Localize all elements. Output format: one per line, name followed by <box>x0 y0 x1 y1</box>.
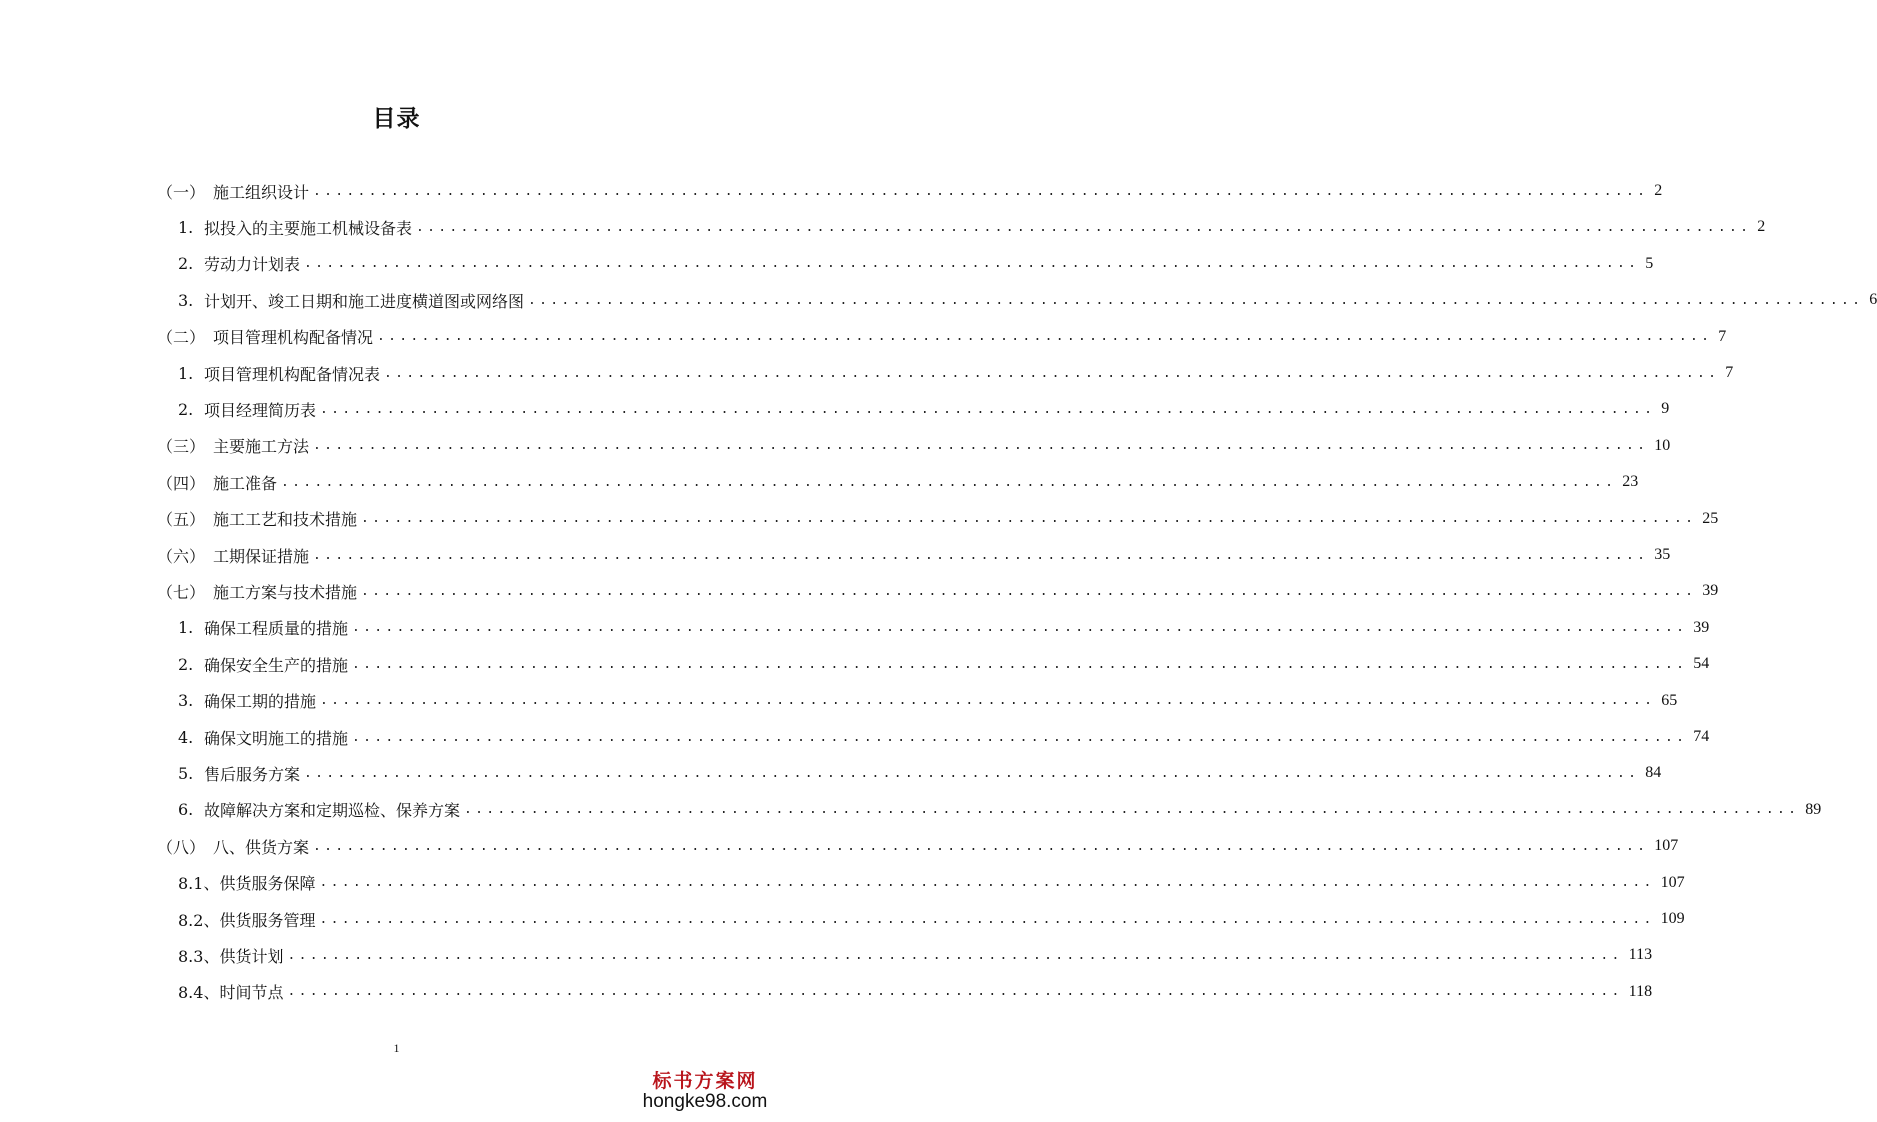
toc-entry-text: 售后服务方案 <box>204 764 301 784</box>
toc-entry-text: 施工准备 <box>213 473 278 493</box>
toc-entry-text: 确保工程质量的措施 <box>204 619 349 639</box>
toc-leader-dots: ........................................................................................................................ <box>313 838 1649 854</box>
page-title: 目录 <box>372 105 421 132</box>
toc-leader-dots: ........................................................................................................................ <box>361 583 1697 599</box>
toc-entry[interactable] <box>178 246 1654 282</box>
toc-entry-number: （六） <box>157 546 206 566</box>
toc-entry-number: （七） <box>157 582 206 602</box>
toc-entry-page: 107 <box>1660 873 1685 891</box>
toc-entry-page: 39 <box>1693 618 1710 636</box>
toc-leader-dots: ........................................................................................................................ <box>287 984 1623 1000</box>
toc-entry-page: 7 <box>1725 364 1734 381</box>
toc-entry[interactable] <box>157 319 1727 355</box>
toc-leader-dots: ........................................................................................................................ <box>304 256 1640 272</box>
toc-entry-text: 计划开、竣工日期和施工进度横道图或网络图 <box>204 291 525 311</box>
toc-entry-page: 7 <box>1718 327 1727 345</box>
toc-leader-dots: ........................................................................................................................ <box>304 765 1640 781</box>
toc-leader-dots: ........................................................................................................................ <box>313 547 1649 563</box>
toc-entry-number: （八） <box>157 837 206 857</box>
toc-leader-dots: ........................................................................................................................ <box>528 292 1864 308</box>
toc-entry-page: 6 <box>1869 291 1877 309</box>
toc-entry[interactable] <box>178 355 1734 391</box>
toc-entry[interactable] <box>157 501 1719 537</box>
toc-leader-dots: ........................................................................................................................ <box>377 329 1713 345</box>
toc-leader-dots: ........................................................................................................................ <box>320 401 1656 417</box>
toc-leader-dots: ........................................................................................................................ <box>320 693 1656 709</box>
watermark-en-text: hongke98.com <box>642 1091 768 1112</box>
toc-entry[interactable] <box>178 792 1822 828</box>
page-number: 1 <box>393 1041 400 1055</box>
toc-leader-dots: ........................................................................................................................ <box>352 620 1688 636</box>
toc-entry-page: 23 <box>1622 473 1639 491</box>
toc-entry-page: 35 <box>1654 546 1671 563</box>
toc-entry-page: 9 <box>1661 400 1670 418</box>
toc-entry-number: 3. <box>178 290 194 310</box>
toc-entry[interactable] <box>178 610 1710 646</box>
toc-entry[interactable] <box>178 901 1685 937</box>
toc-entry-page: 74 <box>1693 728 1710 745</box>
toc-entry-page: 113 <box>1628 946 1653 964</box>
toc-leader-dots: ........................................................................................................................ <box>319 875 1655 891</box>
toc-entry-number: （四） <box>157 473 206 493</box>
toc-entry-number: （三） <box>157 437 206 457</box>
toc-entry[interactable] <box>178 683 1678 719</box>
toc-entry-text: 8.4、时间节点 <box>178 983 284 1003</box>
toc-entry-page: 109 <box>1660 910 1685 927</box>
toc-entry-number: 1. <box>178 363 194 383</box>
toc-leader-dots: ........................................................................................................................ <box>352 729 1688 745</box>
toc-entry-number: 6. <box>178 800 194 820</box>
toc-entry-number: 1. <box>178 618 194 638</box>
toc-entry-page: 2 <box>1654 182 1663 199</box>
toc-entry-text: 八、供货方案 <box>213 837 310 857</box>
toc-entry-text: 拟投入的主要施工机械设备表 <box>204 218 413 238</box>
toc-entry[interactable] <box>157 573 1719 609</box>
toc-entry[interactable] <box>157 173 1663 209</box>
toc-entry-text: 故障解决方案和定期巡检、保养方案 <box>204 801 461 821</box>
toc-leader-dots: ........................................................................................................................ <box>416 219 1752 235</box>
toc-leader-dots: ........................................................................................................................ <box>313 183 1649 199</box>
toc-entry-text: 8.3、供货计划 <box>178 946 284 966</box>
toc-entry-number: 2. <box>178 399 194 419</box>
toc-leader-dots: ........................................................................................................................ <box>352 656 1688 672</box>
toc-entry-number: 3. <box>178 691 194 711</box>
toc-entry[interactable] <box>178 974 1653 1010</box>
toc-entry-page: 65 <box>1661 691 1678 709</box>
watermark-logo <box>620 1066 790 1113</box>
toc-entry-text: 8.2、供货服务管理 <box>178 910 316 930</box>
toc-entry-text: 工期保证措施 <box>213 546 310 566</box>
toc-leader-dots: ........................................................................................................................ <box>384 365 1720 381</box>
toc-entry[interactable] <box>178 391 1670 427</box>
toc-leader-dots: ........................................................................................................................ <box>287 947 1623 963</box>
toc-entry-number: 2. <box>178 654 194 674</box>
toc-entry-number: 4. <box>178 727 194 747</box>
toc-entry-number: （五） <box>157 510 206 530</box>
toc-entry[interactable] <box>178 755 1662 791</box>
toc-entry-page: 39 <box>1702 582 1719 600</box>
toc-entry-page: 84 <box>1645 764 1662 782</box>
toc-leader-dots: ........................................................................................................................ <box>281 474 1617 490</box>
toc-entry[interactable] <box>157 428 1671 464</box>
toc-entry-number: 2. <box>178 254 194 274</box>
toc-entry-text: 8.1、供货服务保障 <box>178 874 316 894</box>
toc-entry-page: 89 <box>1805 800 1822 818</box>
toc-entry-text: 项目管理机构配备情况 <box>213 328 374 348</box>
toc-entry[interactable] <box>178 937 1653 973</box>
watermark-cn-text: 标书方案网 <box>652 1070 758 1092</box>
toc-entry-page: 54 <box>1693 655 1710 673</box>
toc-entry[interactable] <box>157 828 1679 864</box>
toc-entry[interactable] <box>178 719 1710 755</box>
toc-entry-text: 施工组织设计 <box>213 182 310 202</box>
toc-entry-page: 107 <box>1654 837 1679 855</box>
toc-entry-page: 25 <box>1702 509 1719 527</box>
toc-entry[interactable] <box>178 646 1710 682</box>
toc-entry-text: 施工方案与技术措施 <box>213 582 358 602</box>
toc-entry-page: 10 <box>1654 436 1671 454</box>
toc-entry-number: 1. <box>178 217 194 237</box>
toc-entry-number: 5. <box>178 763 194 783</box>
toc-entry-number: （一） <box>157 182 206 202</box>
toc-entry-text: 项目经理简历表 <box>204 400 317 420</box>
toc-entry-page: 118 <box>1628 982 1653 1000</box>
toc-entry-page: 5 <box>1645 254 1654 272</box>
toc-leader-dots: ........................................................................................................................ <box>319 911 1655 927</box>
toc-entry-text: 施工工艺和技术措施 <box>213 510 358 530</box>
toc-leader-dots: ........................................................................................................................ <box>464 802 1800 818</box>
toc-leader-dots: ........................................................................................................................ <box>361 511 1697 527</box>
toc-entry[interactable] <box>157 537 1671 573</box>
toc-entry[interactable] <box>178 865 1685 901</box>
toc-entry-text: 劳动力计划表 <box>204 255 301 275</box>
toc-entry[interactable] <box>157 464 1639 500</box>
toc-entry-text: 确保安全生产的措施 <box>204 655 349 675</box>
toc-leader-dots: ........................................................................................................................ <box>313 438 1649 454</box>
toc-entry[interactable] <box>178 209 1766 245</box>
toc-entry-text: 主要施工方法 <box>213 437 310 457</box>
toc-entry-page: 2 <box>1757 218 1766 236</box>
toc-entry[interactable] <box>178 282 1877 318</box>
toc-entry-text: 确保工期的措施 <box>204 692 317 712</box>
toc-entry-text: 项目管理机构配备情况表 <box>204 364 381 384</box>
toc-entry-text: 确保文明施工的措施 <box>204 728 349 748</box>
toc-entry-number: （二） <box>157 328 206 348</box>
